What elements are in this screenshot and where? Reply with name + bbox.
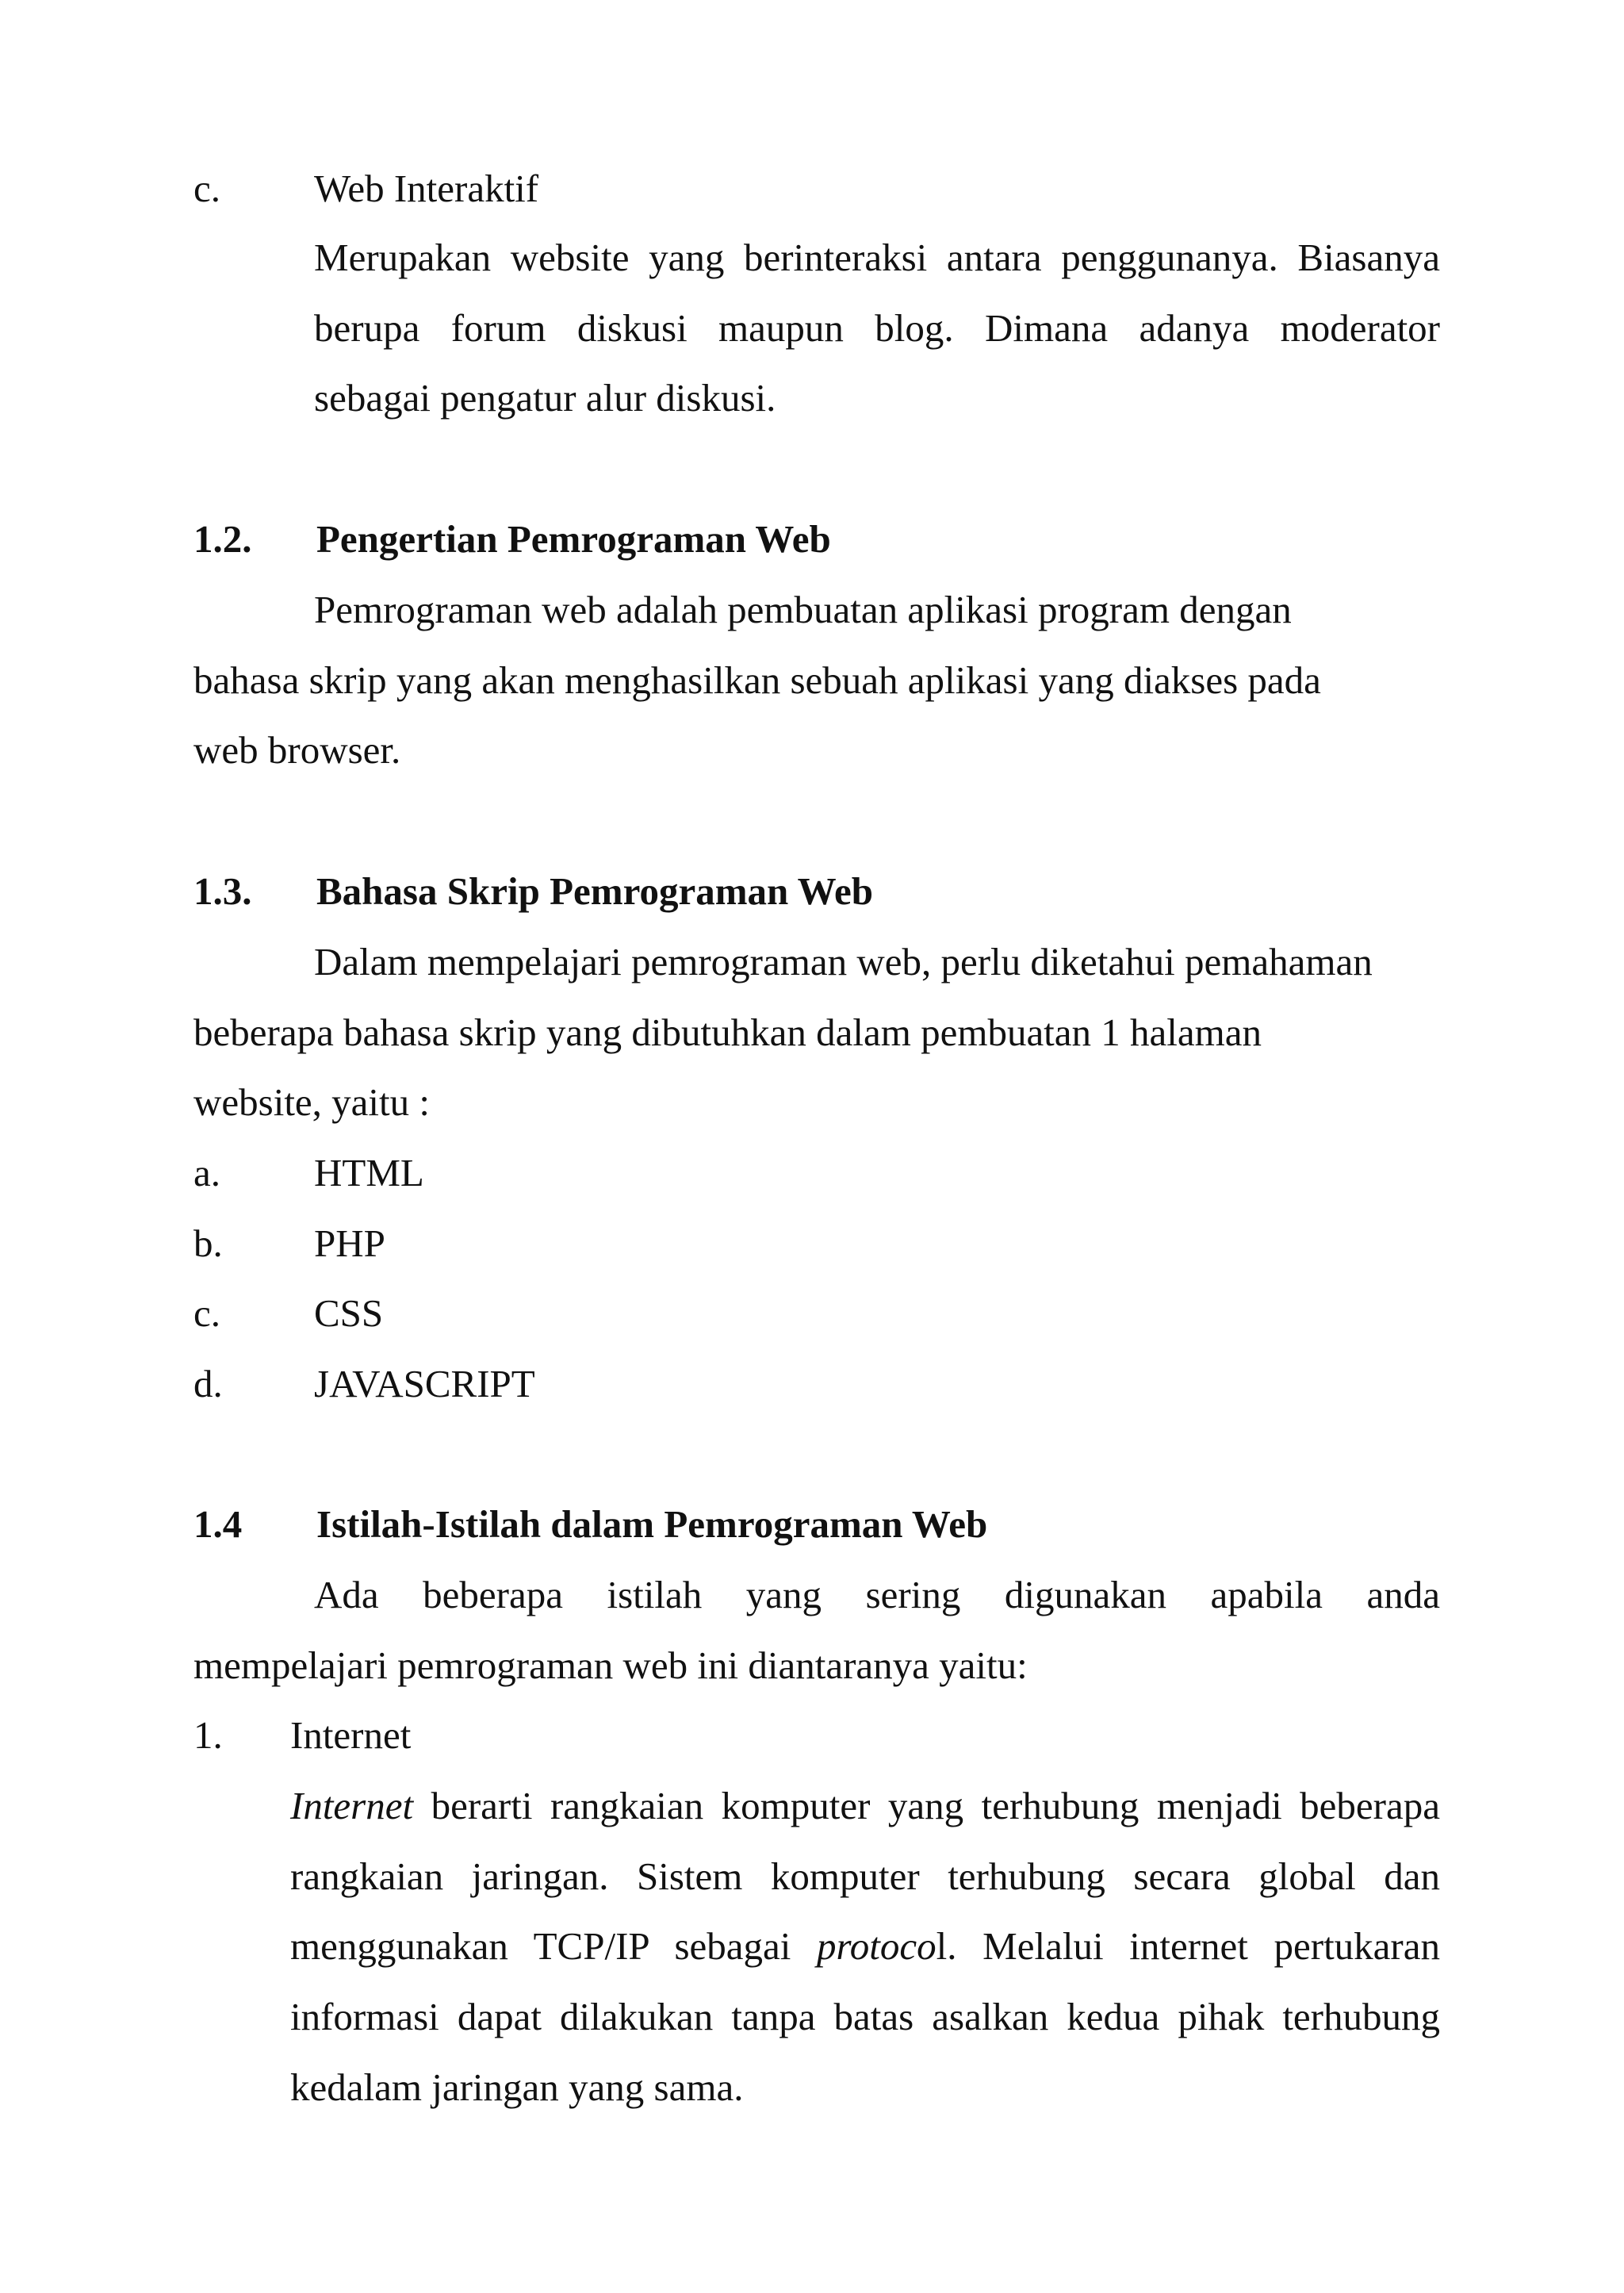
paragraph-line [290,1924,1440,1968]
section-heading: Bahasa Skrip Pemrograman Web [316,869,873,913]
list-marker: d. [193,1362,223,1405]
list-marker: b. [193,1221,223,1265]
paragraph-line: bahasa skrip yang akan menghasilkan sebuah aplikasi yang diakses pada [193,658,1321,702]
text-run: berarti rangkaian komputer yang terhubung menjadi beberapa [413,1784,1440,1827]
list-item: CSS [314,1291,384,1335]
paragraph-line: rangkaian jaringan. Sistem komputer terhubung secara global dan [290,1854,1440,1898]
section-number: 1.4 [193,1502,243,1546]
paragraph-line: Ada beberapa istilah yang sering digunakan apabila anda [314,1573,1440,1616]
paragraph-line [290,1786,1440,1825]
paragraph-line: website, yaitu : [193,1080,431,1124]
paragraph-line: kedalam jaringan yang sama. [290,2065,744,2109]
paragraph-line: Dalam mempelajari pemrograman web, perlu diketahui pemahaman [314,940,1373,984]
paragraph-line: beberapa bahasa skrip yang dibutuhkan dalam pembuatan 1 halaman [193,1010,1262,1054]
section-heading: Istilah-Istilah dalam Pemrograman Web [316,1502,988,1546]
list-item: PHP [314,1221,385,1265]
section-heading: Pengertian Pemrograman Web [316,517,831,561]
paragraph-line: mempelajari pemrograman web ini diantaranya yaitu: [193,1643,1028,1687]
list-marker-c: c. [193,167,220,210]
list-marker: c. [193,1291,220,1335]
paragraph-line: informasi dapat dilakukan tanpa batas asalkan kedua pihak terhubung [290,1995,1440,2038]
paragraph-line: sebagai pengatur alur diskusi. [314,376,776,420]
section-number: 1.2. [193,517,252,561]
paragraph-line: web browser. [193,728,401,772]
italic-term: Internet [290,1784,414,1827]
list-marker-1: 1. [193,1713,223,1757]
paragraph-line: Pemrograman web adalah pembuatan aplikasi program dengan [314,588,1292,631]
section-number: 1.3. [193,869,252,913]
item-title-internet: Internet [290,1713,412,1757]
italic-term: protoco [817,1924,936,1968]
text-run: l. Melalui internet pertukaran [936,1924,1440,1968]
list-item: JAVASCRIPT [314,1362,535,1405]
text-run: menggunakan TCP/IP sebagai [290,1924,818,1968]
paragraph-line: berupa forum diskusi maupun blog. Dimana adanya moderator [314,306,1440,350]
list-marker: a. [193,1151,220,1194]
item-title-web-interaktif: Web Interaktif [314,167,539,210]
paragraph-line: Merupakan website yang berinteraksi antara penggunanya. Biasanya [314,236,1440,279]
list-item: HTML [314,1151,424,1194]
